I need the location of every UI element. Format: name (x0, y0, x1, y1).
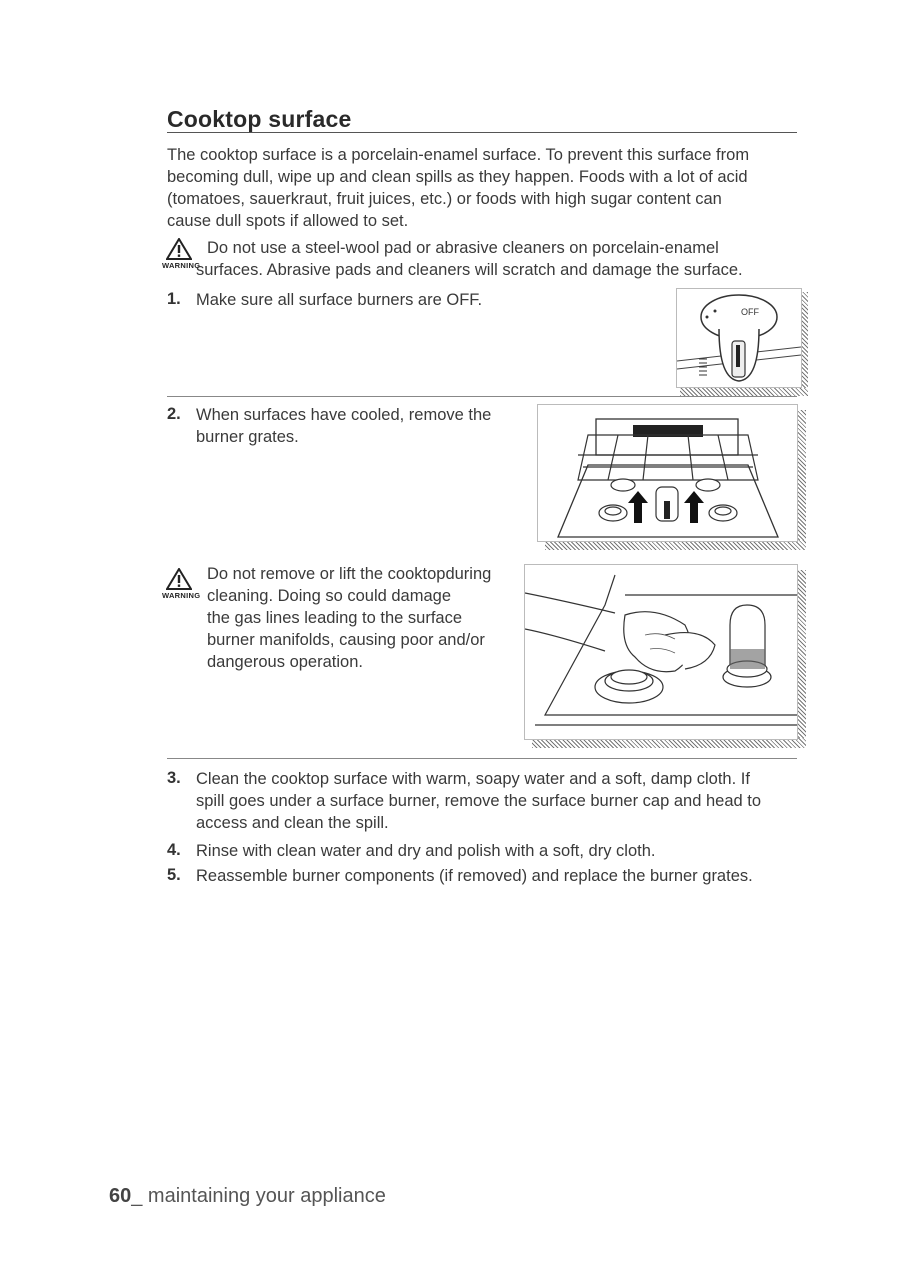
burner-grates-figure (537, 404, 798, 542)
footer-text: maintaining your appliance (142, 1185, 386, 1207)
cooktop-grates-illustration (538, 405, 797, 541)
warning-line: burner manifolds, causing poor and/or (207, 631, 485, 649)
step-number: 5. (167, 866, 181, 884)
intro-line: becoming dull, wipe up and clean spills as they happen. Foods with a lot of acid (167, 168, 748, 186)
step-text: burner grates. (196, 428, 299, 446)
step-text: Make sure all surface burners are OFF. (196, 291, 483, 309)
figure-shadow (680, 388, 808, 396)
burner-knob-illustration (677, 289, 801, 387)
intro-paragraph (167, 144, 807, 232)
intro-line: cause dull spots if allowed to set. (167, 212, 409, 230)
page-number: 60 (109, 1185, 132, 1207)
knob-off-figure (676, 288, 802, 388)
hand-cleaning-illustration (525, 565, 797, 739)
step-number: 4. (167, 841, 181, 859)
intro-line: (tomatoes, sauerkraut, fruit juices, etc.) or foods with high sugar content can (167, 190, 722, 208)
intro-line: The cooktop surface is a porcelain-enamel surface. To prevent this surface from (167, 146, 750, 164)
warning-line: dangerous operation. (207, 653, 363, 671)
step-number: 2. (167, 405, 181, 423)
knob-off-label: OFF (741, 307, 759, 317)
warning-line: surfaces. Abrasive pads and cleaners will scratch and damage the surface. (196, 261, 743, 279)
footer-separator: _ (131, 1185, 143, 1207)
step-text: access and clean the spill. (196, 814, 389, 832)
warning-line: the gas lines leading to the surface (207, 609, 463, 627)
step-text: Reassemble burner components (if removed) and replace the burner grates. (196, 867, 753, 885)
warning-label: WARNING (162, 591, 201, 600)
step-text: spill goes under a surface burner, remove the surface burner cap and head to (196, 792, 762, 810)
warning-icon (162, 568, 201, 600)
warning-line: cleaning. Doing so could damage (207, 587, 451, 605)
warning-icon (162, 238, 201, 270)
warning-line: Do not remove or lift the cooktopduring (207, 565, 492, 583)
section-separator (167, 396, 797, 397)
warning-triangle-icon (166, 568, 192, 590)
title-rule (167, 132, 797, 133)
step-number: 3. (167, 769, 181, 787)
step-text: Clean the cooktop surface with warm, soapy water and a soft, damp cloth. If (196, 770, 750, 788)
step-number: 1. (167, 290, 181, 308)
section-separator (167, 758, 797, 759)
cleaning-cooktop-figure (524, 564, 798, 740)
step-text: When surfaces have cooled, remove the (196, 406, 492, 424)
section-title: Cooktop surface (167, 106, 352, 132)
page-footer (109, 1185, 386, 1208)
warning-label: WARNING (162, 261, 201, 270)
warning-line: Do not use a steel-wool pad or abrasive cleaners on porcelain-enamel (207, 239, 719, 257)
warning-triangle-icon (166, 238, 192, 260)
step-text: Rinse with clean water and dry and polish with a soft, dry cloth. (196, 842, 656, 860)
